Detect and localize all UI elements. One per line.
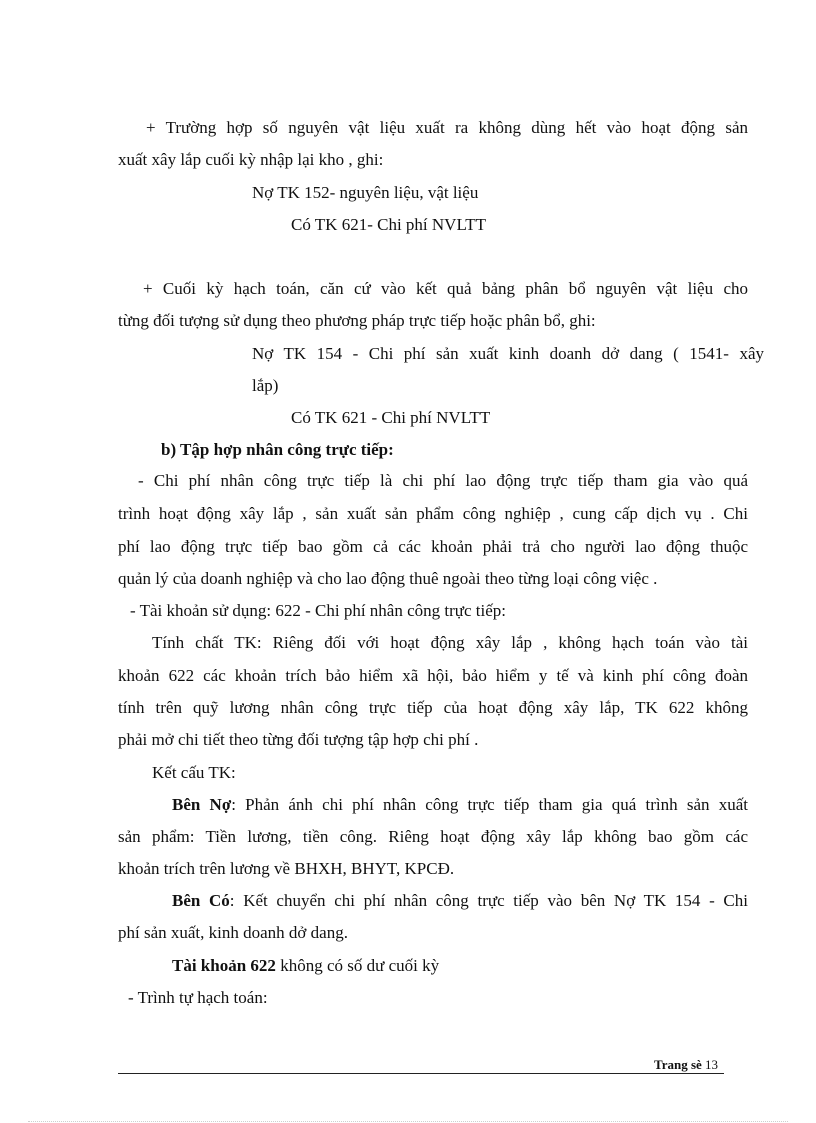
- paragraph-line: phải mở chi tiết theo từng đối tượng tập hợp chi phí .: [118, 730, 479, 749]
- paragraph-line: tính trên quỹ lương nhân công trực tiếp của hoạt động xây lắp, TK 622 không: [118, 698, 748, 717]
- entry-credit: Có TK 621 - Chi phí NVLTT: [291, 408, 491, 427]
- paragraph-line: + Cuối kỳ hạch toán, căn cứ vào kết quả bảng phân bổ nguyên vật liệu cho: [143, 279, 748, 298]
- paragraph-line: [172, 794, 748, 816]
- paragraph-line: sản phẩm: Tiền lương, tiền công. Riêng hoạt động xây lắp không bao gồm các: [118, 827, 748, 846]
- paragraph-line: - Trình tự hạch toán:: [128, 988, 268, 1007]
- credit-side-text: : Kết chuyển chi phí nhân công trực tiếp vào bên Nợ TK 154 - Chi: [229, 891, 748, 910]
- credit-side-label: Bên Có: [172, 891, 230, 910]
- page-number: 13: [705, 1057, 719, 1072]
- entry-debit: Nợ TK 154 - Chi phí sản xuất kinh doanh dở dang ( 1541- xây: [252, 344, 764, 363]
- account-text: không có số dư cuối kỳ: [275, 956, 440, 975]
- paragraph-line: từng đối tượng sử dụng theo phương pháp trực tiếp hoặc phân bổ, ghi:: [118, 311, 596, 330]
- footer-divider: [118, 1073, 724, 1074]
- page-label: Trang sè: [654, 1057, 702, 1072]
- paragraph-line: + Trường hợp số nguyên vật liệu xuất ra không dùng hết vào hoạt động sản: [146, 118, 748, 137]
- paragraph-line: phí lao động trực tiếp bao gồm cả các khoản phải trả cho người lao động thuộc: [118, 537, 748, 556]
- paragraph-line: - Chi phí nhân công trực tiếp là chi phí lao động trực tiếp tham gia vào quá: [138, 471, 748, 490]
- debit-side-text: : Phản ánh chi phí nhân công trực tiếp tham gia quá trình sản xuất: [231, 795, 748, 814]
- entry-debit-continued: lắp): [252, 376, 279, 395]
- page-edge-divider: [28, 1121, 788, 1122]
- debit-side-label: Bên Nợ: [172, 795, 232, 814]
- page-footer: [654, 1057, 718, 1073]
- paragraph-line: trình hoạt động xây lắp , sản xuất sản phẩm công nghiệp , cung cấp dịch vụ . Chi: [118, 504, 748, 523]
- entry-debit: Nợ TK 152- nguyên liệu, vật liệu: [252, 183, 479, 202]
- account-label: Tài khoản 622: [172, 956, 276, 975]
- paragraph-line: Kết cấu TK:: [152, 763, 236, 782]
- paragraph-line: khoản trích trên lương về BHXH, BHYT, KPCĐ.: [118, 859, 455, 878]
- paragraph-line: Tính chất TK: Riêng đối với hoạt động xây lắp , không hạch toán vào tài: [152, 633, 748, 652]
- paragraph-line: quản lý của doanh nghiệp và cho lao động thuê ngoài theo từng loại công việc .: [118, 569, 658, 588]
- entry-credit: Có TK 621- Chi phí NVLTT: [291, 215, 487, 234]
- section-heading: b) Tập hợp nhân công trực tiếp:: [161, 440, 394, 459]
- paragraph-line: khoản 622 các khoản trích bảo hiểm xã hội, bảo hiểm y tế và kinh phí công đoàn: [118, 666, 748, 685]
- paragraph-line: phí sản xuất, kinh doanh dở dang.: [118, 923, 348, 942]
- paragraph-line: xuất xây lắp cuối kỳ nhập lại kho , ghi:: [118, 150, 384, 169]
- paragraph-line: [172, 890, 748, 912]
- paragraph-line: - Tài khoản sử dụng: 622 - Chi phí nhân công trực tiếp:: [130, 601, 507, 620]
- paragraph-line: [172, 955, 439, 977]
